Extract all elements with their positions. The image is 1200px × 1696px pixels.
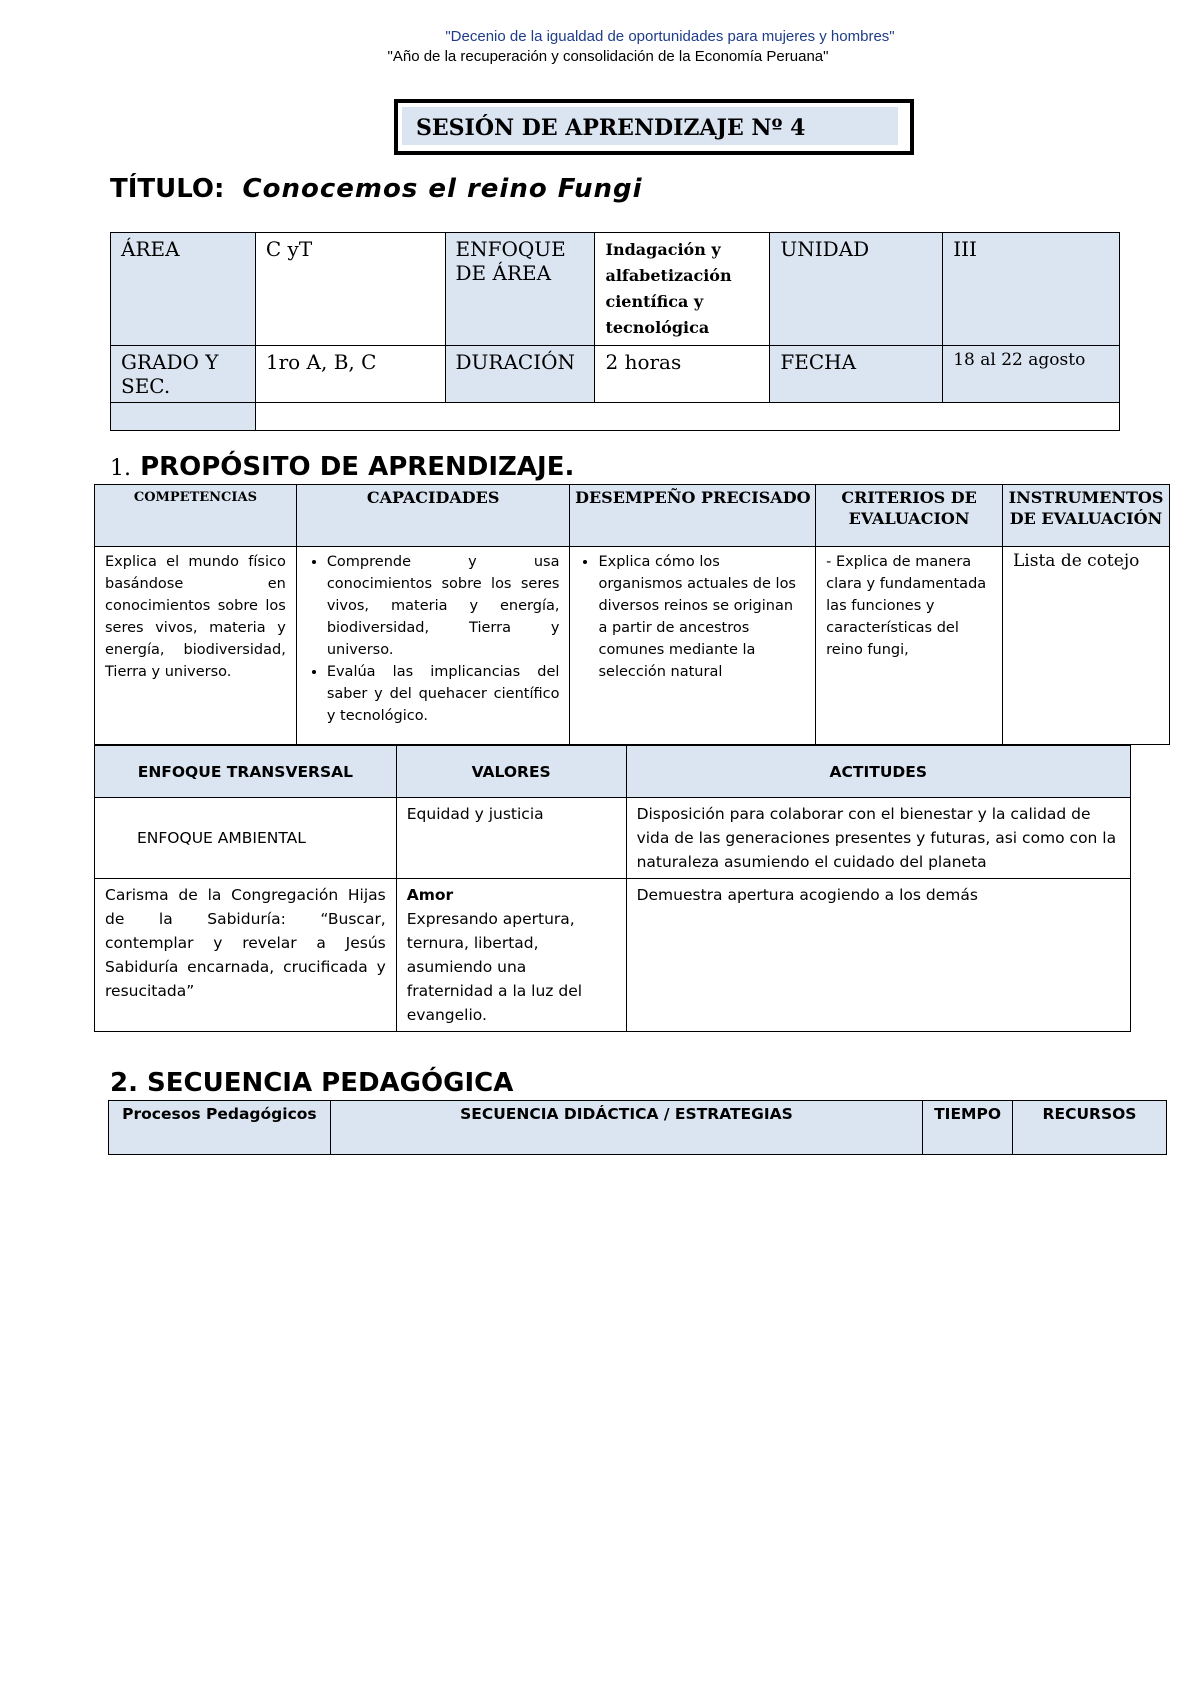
session-title: SESIÓN DE APRENDIZAJE Nº 4	[416, 115, 806, 141]
duracion-label: DURACIÓN	[445, 346, 595, 403]
desempeno-cell	[570, 547, 816, 745]
header-actitudes: ACTITUDES	[626, 746, 1130, 798]
section-1-heading	[110, 452, 574, 482]
criterio-text: - Explica de manera clara y fundamentada las funciones y características del reino fungi,	[816, 547, 1003, 745]
grado-label: GRADO Y SEC.	[111, 346, 256, 403]
competencia-text: Explica el mundo físico basándose en conocimientos sobre los seres vivos, materia y energía, biodiversidad, Tierra y universo.	[95, 547, 297, 745]
capacidad-item: • Evalúa las implicancias del saber y del quehacer científico y tecnológico.	[327, 661, 560, 727]
titulo-text: Conocemos el reino Fungi	[242, 174, 643, 204]
enfoque-label: ENFOQUE DE ÁREA	[445, 233, 595, 346]
header-tiempo: TIEMPO	[923, 1101, 1013, 1155]
valor-amor-cell	[396, 879, 626, 1032]
info-table	[110, 232, 1120, 431]
actitud-ambiental: Disposición para colaborar con el bienestar y la calidad de vida de las generaciones presentes y futuras, asi como con la naturaleza asumiendo el cuidado del planeta	[626, 798, 1130, 879]
header-criterios: CRITERIOS DE EVALUACION	[816, 485, 1003, 547]
fecha-value: 18 al 22 agosto	[943, 346, 1120, 403]
fecha-label: FECHA	[770, 346, 943, 403]
unidad-label: UNIDAD	[770, 233, 943, 346]
unidad-value: III	[943, 233, 1120, 346]
transversal-table	[94, 745, 1131, 1032]
valor-equidad: Equidad y justicia	[396, 798, 626, 879]
section-1-title: PROPÓSITO DE APRENDIZAJE.	[140, 452, 575, 482]
section-1-number: 1.	[110, 456, 131, 481]
lesson-title	[110, 174, 643, 204]
valor-amor-text: Expresando apertura, ternura, libertad, asumiendo una fraternidad a la luz del evangelio.	[406, 910, 583, 1024]
duracion-value: 2 horas	[595, 346, 770, 403]
section-2-heading: 2. SECUENCIA PEDAGÓGICA	[110, 1068, 514, 1098]
header-decenio: "Decenio de la igualdad de oportunidades para mujeres y hombres"	[445, 28, 895, 45]
session-title-box	[394, 99, 914, 155]
enfoque-ambiental: ENFOQUE AMBIENTAL	[95, 798, 397, 879]
purpose-table	[94, 484, 1170, 745]
instrumento-text: Lista de cotejo	[1003, 547, 1170, 745]
valor-amor-title: Amor	[406, 886, 454, 904]
titulo-label: TÍTULO:	[110, 174, 225, 204]
blank-cell	[111, 403, 256, 431]
header-valores: VALORES	[396, 746, 626, 798]
actitud-carisma: Demuestra apertura acogiendo a los demás	[626, 879, 1130, 1032]
header-procesos: Procesos Pedagógicos	[109, 1101, 331, 1155]
sequence-table	[108, 1100, 1167, 1155]
header-instrumentos: INSTRUMENTOS DE EVALUACIÓN	[1003, 485, 1170, 547]
desempeno-text: • Explica cómo los organismos actuales de los diversos reinos se originan a partir de ancestros comunes mediante la selección natural	[598, 551, 805, 683]
blank-row	[255, 403, 1119, 431]
header-enfoque-transversal: ENFOQUE TRANSVERSAL	[95, 746, 397, 798]
area-label: ÁREA	[111, 233, 256, 346]
header-desempeno: DESEMPEÑO PRECISADO	[570, 485, 816, 547]
grado-value: 1ro A, B, C	[255, 346, 445, 403]
area-value: C yT	[255, 233, 445, 346]
header-anio: "Año de la recuperación y consolidación de la Economía Peruana"	[387, 48, 829, 65]
header-competencias: COMPETENCIAS	[95, 485, 297, 547]
capacidades-cell	[296, 547, 570, 745]
header-recursos: RECURSOS	[1013, 1101, 1167, 1155]
header-capacidades: CAPACIDADES	[296, 485, 570, 547]
header-secuencia: SECUENCIA DIDÁCTICA / ESTRATEGIAS	[330, 1101, 922, 1155]
enfoque-carisma: Carisma de la Congregación Hijas de la Sabiduría: “Buscar, contemplar y revelar a Jesús Sabiduría encarnada, crucificada y resucitada”	[95, 879, 397, 1032]
capacidad-item: • Comprende y usa conocimientos sobre los seres vivos, materia y energía, biodiversidad, Tierra y universo.	[327, 551, 560, 661]
enfoque-value: Indagación y alfabetización científica y tecnológica	[595, 233, 770, 346]
